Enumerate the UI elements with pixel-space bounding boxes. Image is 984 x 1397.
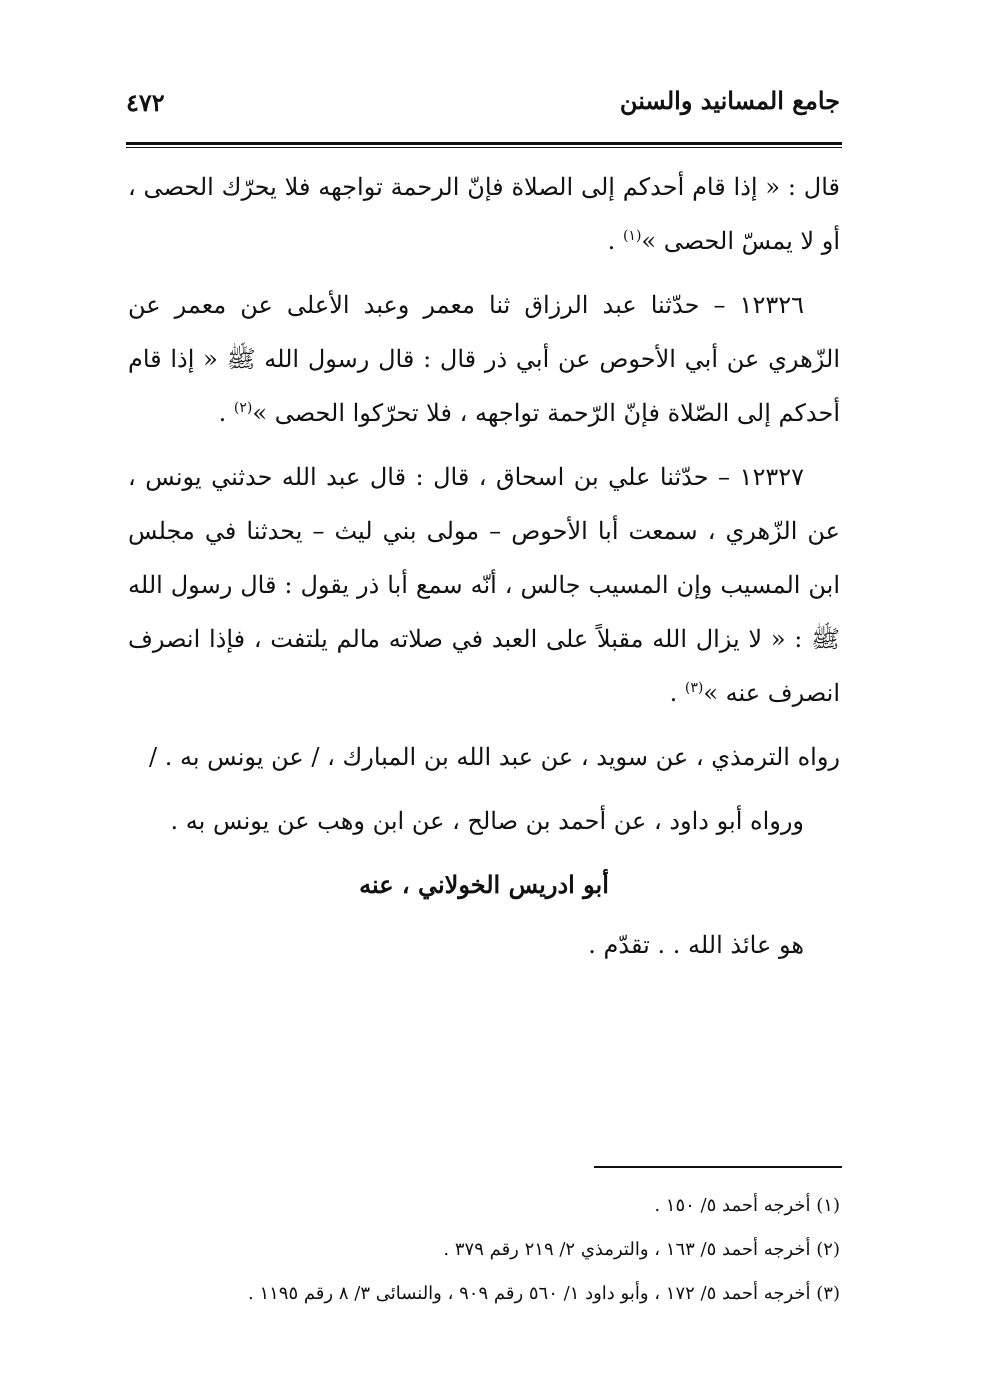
hadith-12327	[128, 450, 840, 720]
paragraph-continuation	[128, 160, 840, 268]
hadith-12326	[128, 278, 840, 440]
tirmidhi-note: رواه الترمذي ، عن سويد ، عن عبد الله بن المبارك ، / عن يونس به . /	[149, 743, 840, 771]
header-rule-thick	[126, 142, 842, 145]
footnote-ref-3: (٣)	[684, 680, 704, 696]
paragraph-end: .	[218, 399, 234, 427]
footnote-1: (١) أخرجه أحمد ٥/ ١٥٠ .	[654, 1195, 840, 1216]
header-rule-thin	[126, 147, 842, 148]
book-title: جامع المسانيد والسنن	[619, 86, 840, 115]
page-header	[126, 86, 840, 130]
footnote-ref-1: (١)	[622, 228, 642, 244]
footnote-separator	[594, 1166, 842, 1168]
footnote-3: (٣) أخرجه أحمد ٥/ ١٧٢ ، وأبو داود ١/ ٥٦٠ رقم ٩٠٩ ، والنسائى ٣/ ٨ رقم ١١٩٥ .	[247, 1283, 840, 1304]
paragraph-text: ١٢٣٢٧ – حدّثنا علي بن اسحاق ، قال : قال عبد الله حدثني يونس ، عن الزّهري ، سمعت أبا الأحوص – مولى بني ليث – يحدثنا في مجلس ابن المسيب وإن المسيب جالس ، أنّه سمع أبا ذر يقول : قال رسول الله ﷺ : « لا يزال الله مقبلاً على العبد في صلاته مالم يلتفت ، فإذا انصرف انصرف عنه »	[128, 463, 840, 707]
paragraph-text: ١٢٣٢٦ – حدّثنا عبد الرزاق ثنا معمر وعبد الأعلى عن معمر عن الزّهري عن أبي الأحوص عن أبي ذر قال : قال رسول الله ﷺ « إذا قام أحدكم إلى الصّلاة فإنّ الرّحمة تواجهه ، فلا تحرّكوا الحصى »	[128, 291, 840, 427]
page-number: ٤٧٢	[126, 88, 165, 117]
paragraph-end: .	[607, 227, 623, 255]
paragraph-end: .	[669, 679, 685, 707]
paragraph-text: قال : « إذا قام أحدكم إلى الصلاة فإنّ الرحمة تواجهه فلا يحرّك الحصى ، أو لا يمسّ الحصى »	[128, 173, 840, 255]
abu-dawud-note: ورواه أبو داود ، عن أحمد بن صالح ، عن ابن وهب عن يونس به .	[170, 807, 804, 835]
footnote-ref-2: (٢)	[233, 400, 253, 416]
footnote-2: (٢) أخرجه أحمد ٥/ ١٦٣ ، والترمذي ٢/ ٢١٩ رقم ٣٧٩ .	[443, 1239, 840, 1260]
section-heading: أبو ادريس الخولاني ، عنه	[359, 870, 609, 899]
cross-reference: هو عائذ الله . . تقدّم .	[588, 931, 804, 959]
body-text	[128, 160, 840, 982]
footnotes	[120, 1184, 840, 1316]
